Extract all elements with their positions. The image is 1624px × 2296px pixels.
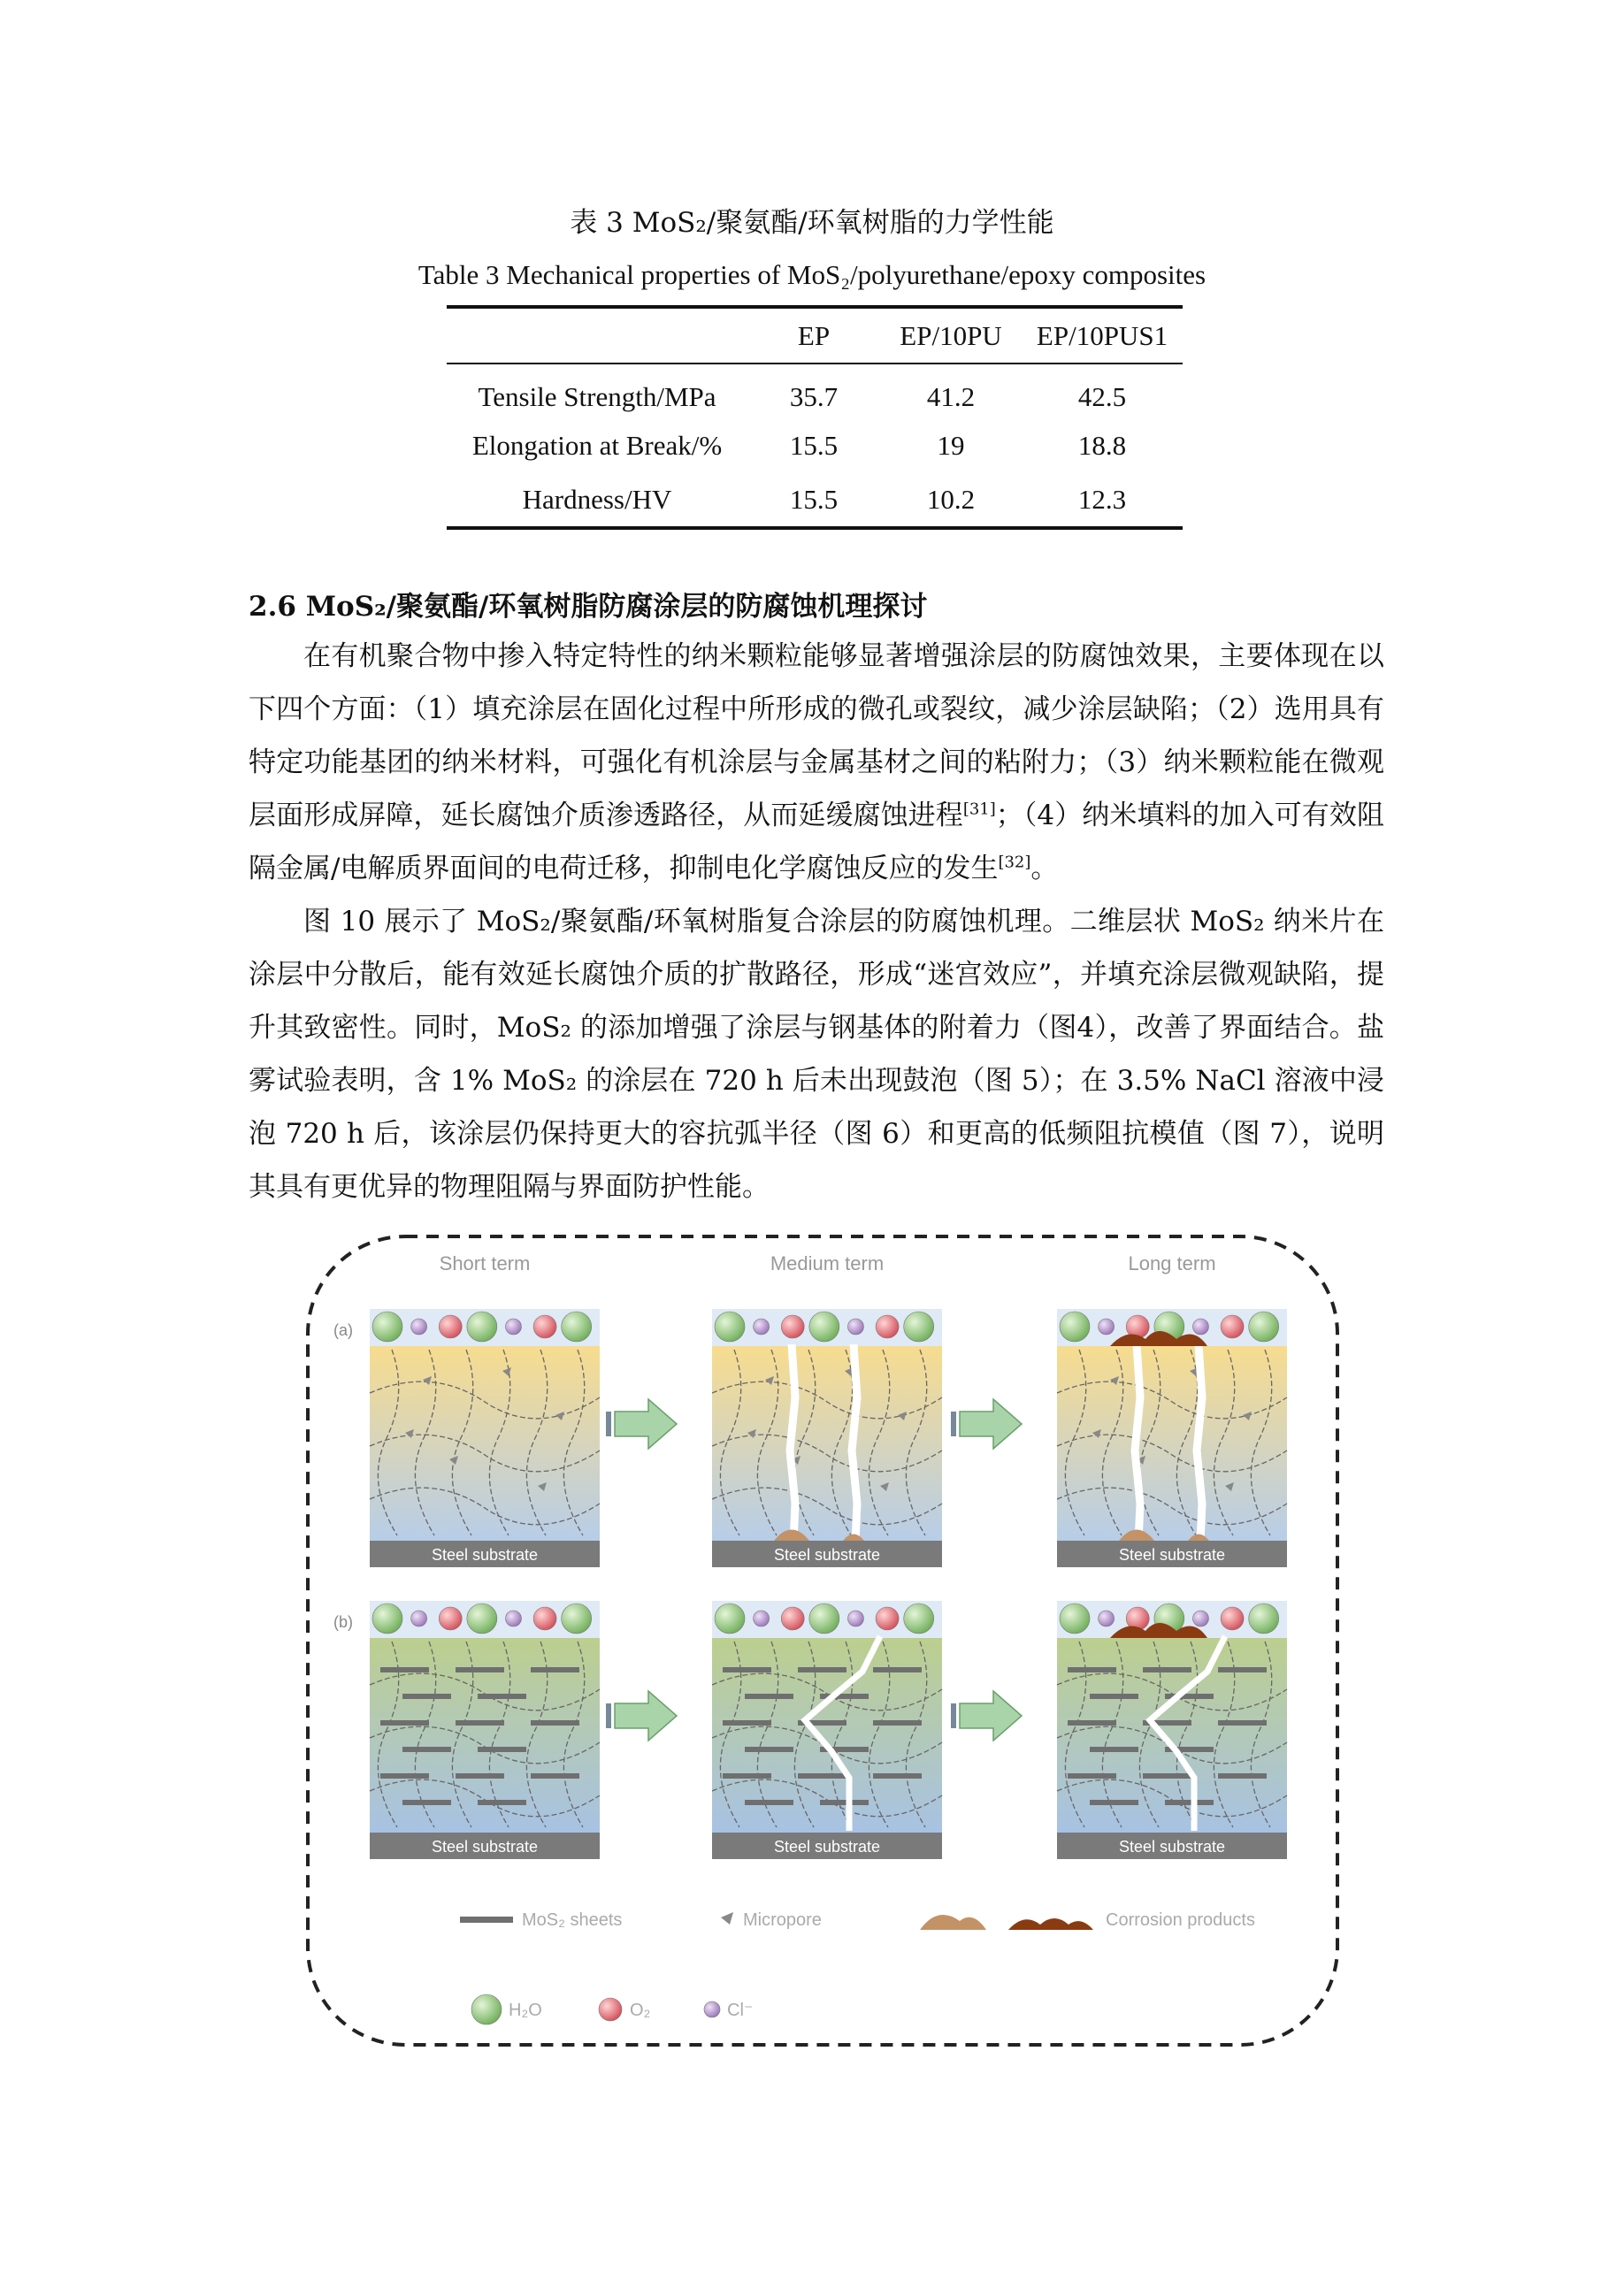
- ion-ball: [1060, 1312, 1090, 1342]
- cell-value: 35.7: [789, 380, 839, 412]
- coating-layer: [712, 1346, 942, 1541]
- ion-ball: [411, 1319, 427, 1335]
- arrow-tail: [951, 1703, 956, 1728]
- ion-ball: [1221, 1315, 1244, 1338]
- ion-ball: [1099, 1611, 1115, 1626]
- legend-mos2-label: MoS₂ sheets: [522, 1910, 623, 1930]
- ion-ball: [372, 1312, 402, 1342]
- body-paragraph-1: [249, 630, 1384, 895]
- ion-ball: [505, 1319, 521, 1335]
- mos2-sheet: [531, 1667, 579, 1672]
- stage-title: Short term: [439, 1252, 531, 1274]
- mos2-sheet: [873, 1773, 922, 1779]
- mos2-sheet: [1068, 1667, 1116, 1672]
- mos2-sheet: [820, 1800, 869, 1805]
- legend-cl-label: Cl⁻: [727, 2001, 754, 2020]
- table-header-ep10pus1: EP/10PUS1: [1036, 319, 1168, 351]
- process-arrow: [960, 1691, 1022, 1741]
- table-row: [447, 473, 1183, 528]
- stage-title: Long term: [1128, 1252, 1216, 1274]
- substrate-label: Steel substrate: [773, 1546, 881, 1564]
- coating-layer: [1057, 1346, 1287, 1541]
- table-row: [447, 418, 1183, 473]
- ion-ball: [847, 1319, 863, 1335]
- ion-ball: [467, 1312, 497, 1342]
- p1-text-2: ；（4）纳米填料的加入可有效阻隔金属/电解质界面间的电荷迁移，抑制电化学腐蚀反应的发生: [249, 800, 1384, 884]
- mos2-sheet: [531, 1773, 579, 1779]
- mos2-sheet: [798, 1773, 846, 1779]
- mos2-sheet: [380, 1773, 429, 1779]
- figure-svg: [301, 1229, 1344, 2052]
- mos2-sheet: [873, 1667, 922, 1672]
- legend-o2-ball: [599, 1998, 622, 2021]
- p1-text-1: 在有机聚合物中掺入特定特性的纳米颗粒能够显著增强涂层的防腐蚀效果，主要体现在以下四个方面：（1）填充涂层在固化过程中所形成的微孔或裂纹，减少涂层缺陷；（2）选用具有特定功能基团的纳米材料，可强化有机涂层与金属基材之间的粘附力；（3）纳米颗粒能在微观层面形成屏障，延长腐蚀介质渗透路径，从而延缓腐蚀进程: [249, 640, 1384, 831]
- ion-ball: [1249, 1603, 1279, 1634]
- row-label-a: (a): [333, 1321, 353, 1339]
- ion-ball: [809, 1603, 839, 1634]
- mos2-sheet: [531, 1720, 579, 1726]
- mos2-sheet: [402, 1747, 451, 1752]
- coating-layer: [370, 1346, 600, 1541]
- mos2-sheet: [1068, 1720, 1116, 1726]
- ion-ball: [904, 1603, 934, 1634]
- legend-h2o-ball: [471, 1994, 502, 2024]
- mos2-sheet: [1068, 1773, 1116, 1779]
- mos2-sheet: [745, 1747, 793, 1752]
- mos2-sheet: [1143, 1773, 1191, 1779]
- legend-h2o-label: H₂O: [509, 2001, 542, 2020]
- ion-ball: [1221, 1607, 1244, 1630]
- mos2-sheet: [1090, 1694, 1138, 1699]
- legend-micropore-label: Micropore: [743, 1910, 822, 1930]
- body-paragraph-2: 图 10 展示了 MoS₂/聚氨酯/环氧树脂复合涂层的防腐蚀机理。二维层状 MoS₂ 纳米片在涂层中分散后，能有效延长腐蚀介质的扩散路径，形成“迷宫效应”，并填充涂层微观缺陷，提升其致密性。同时，MoS₂ 的添加增强了涂层与钢基体的附着力（图4），改善了界面结合。盐雾试验表明，含 1% MoS₂ 的涂层在 720 h 后未出现鼓泡（图 5）；在 3.5% NaCl 溶液中浸泡 720 h 后，该涂层仍保持更大的容抗弧半径（图 6）和更高的低频阻抗模值（图 7），说明其具有更优异的物理阻隔与界面防护性能。: [249, 906, 1384, 1203]
- legend-mos2-sheet: [460, 1917, 513, 1923]
- row-label: Hardness/HV: [522, 484, 672, 515]
- mos2-sheet: [1090, 1747, 1138, 1752]
- mos2-sheet: [380, 1667, 429, 1672]
- legend-corrosion-label: Corrosion products: [1106, 1910, 1255, 1930]
- mos2-sheet: [1218, 1720, 1267, 1726]
- cell-value: 19: [937, 430, 965, 461]
- table-row: [447, 364, 1183, 418]
- ion-ball: [754, 1319, 770, 1335]
- mos2-sheet: [723, 1720, 771, 1726]
- ion-ball: [1192, 1611, 1208, 1626]
- table-caption-cn: 表 3 MoS₂/聚氨酯/环氧树脂的力学性能: [570, 207, 1054, 239]
- legend-cl-ball: [704, 2001, 720, 2017]
- citation-31: [31]: [962, 800, 996, 819]
- mos2-sheet: [745, 1694, 793, 1699]
- process-arrow: [960, 1399, 1022, 1449]
- legend-micropore-mark: [721, 1912, 733, 1925]
- mos2-sheet: [873, 1720, 922, 1726]
- ion-ball: [1060, 1603, 1090, 1634]
- cell-value: 12.3: [1077, 484, 1127, 515]
- mos2-sheet: [1165, 1800, 1214, 1805]
- ion-ball: [439, 1607, 462, 1630]
- ion-ball: [372, 1603, 402, 1634]
- legend-o2-label: O₂: [630, 2001, 651, 2020]
- legend-corrosion-dark: [1008, 1918, 1093, 1930]
- arrow-tail: [606, 1703, 611, 1728]
- mos2-sheet: [402, 1800, 451, 1805]
- mos2-sheet: [745, 1800, 793, 1805]
- legend-corrosion-light: [920, 1915, 986, 1930]
- arrow-tail: [606, 1412, 611, 1436]
- mos2-sheet: [402, 1694, 451, 1699]
- mos2-sheet: [456, 1773, 504, 1779]
- ion-ball: [876, 1607, 899, 1630]
- substrate-label: Steel substrate: [431, 1546, 539, 1564]
- mos2-sheet: [723, 1667, 771, 1672]
- section-heading: 2.6 MoS₂/聚氨酯/环氧树脂防腐涂层的防腐蚀机理探讨: [249, 591, 928, 623]
- ion-ball: [715, 1603, 745, 1634]
- table-header-ep: EP: [797, 319, 831, 351]
- substrate-label: Steel substrate: [1118, 1838, 1226, 1856]
- mos2-sheet: [456, 1667, 504, 1672]
- cell-value: 18.8: [1077, 430, 1127, 461]
- stage-title: Medium term: [770, 1252, 885, 1274]
- cell-value: 15.5: [789, 484, 839, 515]
- ion-ball: [1099, 1319, 1115, 1335]
- cell-value: 10.2: [926, 484, 976, 515]
- mos2-sheet: [1218, 1667, 1267, 1672]
- mos2-sheet: [478, 1800, 526, 1805]
- ion-ball: [847, 1611, 863, 1626]
- ion-ball: [505, 1611, 521, 1626]
- substrate-label: Steel substrate: [431, 1838, 539, 1856]
- ion-ball: [1192, 1319, 1208, 1335]
- ion-ball: [715, 1312, 745, 1342]
- ion-ball: [1249, 1312, 1279, 1342]
- ion-ball: [754, 1611, 770, 1626]
- mos2-sheet: [478, 1747, 526, 1752]
- table-header-blank: [447, 307, 747, 364]
- ion-ball: [533, 1607, 556, 1630]
- table-header-ep10pu: EP/10PU: [900, 319, 1002, 351]
- row-label-b: (b): [333, 1613, 353, 1631]
- ion-ball: [533, 1315, 556, 1338]
- substrate-label: Steel substrate: [1118, 1546, 1226, 1564]
- cell-value: 42.5: [1077, 380, 1127, 412]
- figure-legend: [460, 1910, 1255, 2024]
- process-arrow: [615, 1691, 677, 1741]
- corrosion-mechanism-figure: [301, 1229, 1344, 2052]
- ion-ball: [411, 1611, 427, 1626]
- mechanical-properties-table: [447, 305, 1183, 530]
- mos2-sheet: [723, 1773, 771, 1779]
- ion-ball: [467, 1603, 497, 1634]
- ion-ball: [439, 1315, 462, 1338]
- mos2-sheet: [1218, 1773, 1267, 1779]
- substrate-label: Steel substrate: [773, 1838, 881, 1856]
- p1-text-3: 。: [1030, 853, 1059, 884]
- mos2-sheet: [1143, 1667, 1191, 1672]
- ion-ball: [562, 1603, 592, 1634]
- mos2-sheet: [456, 1720, 504, 1726]
- cell-value: 41.2: [926, 380, 976, 412]
- citation-32: [32]: [998, 853, 1031, 872]
- table-caption-en: Table 3 Mechanical properties of MoS₂/polyurethane/epoxy composites: [417, 259, 1207, 290]
- arrow-tail: [951, 1412, 956, 1436]
- process-arrow: [615, 1399, 677, 1449]
- ion-ball: [781, 1607, 804, 1630]
- ion-ball: [809, 1312, 839, 1342]
- mos2-sheet: [478, 1694, 526, 1699]
- mos2-sheet: [798, 1667, 846, 1672]
- cell-value: 15.5: [789, 430, 839, 461]
- mos2-sheet: [1090, 1800, 1138, 1805]
- ion-ball: [904, 1312, 934, 1342]
- row-label: Tensile Strength/MPa: [478, 380, 716, 412]
- panels-group: [333, 1252, 1287, 1859]
- row-label: Elongation at Break/%: [471, 430, 723, 461]
- table-header-row: [447, 307, 1183, 364]
- ion-ball: [876, 1315, 899, 1338]
- ion-ball: [562, 1312, 592, 1342]
- ion-ball: [781, 1315, 804, 1338]
- mos2-sheet: [380, 1720, 429, 1726]
